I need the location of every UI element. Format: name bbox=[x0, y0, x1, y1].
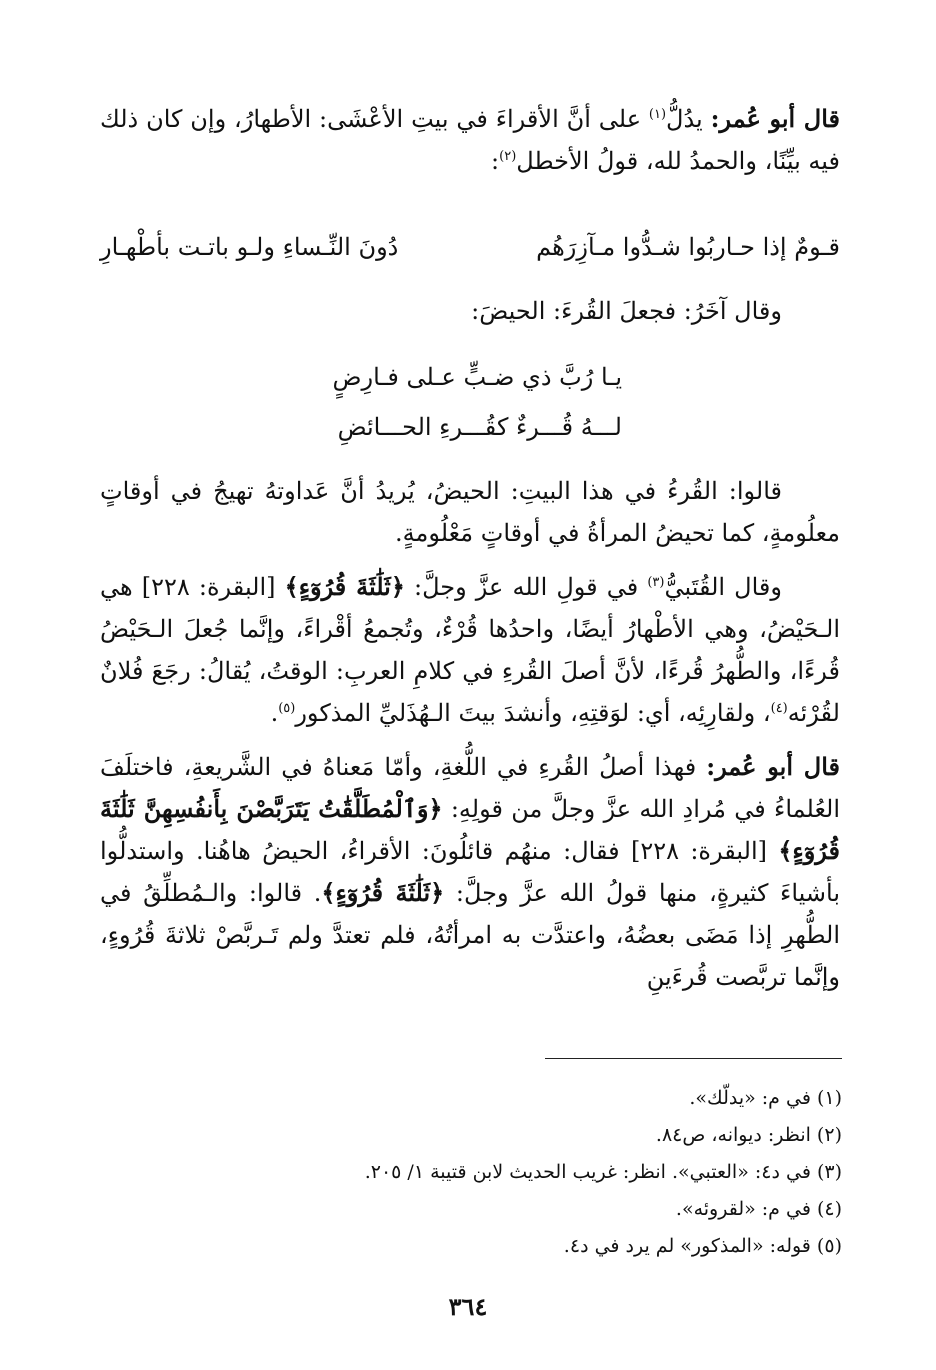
text-segment: : bbox=[491, 147, 500, 175]
footnote-ref: (٥) bbox=[278, 701, 296, 716]
main-text-3 bbox=[100, 470, 840, 1010]
footnote-4: (٤) في م: «لقروئه». bbox=[675, 1198, 842, 1220]
text-segment: على أنَّ الأقراءَ في بيتِ الأعْشَى: الأطهارُ، وإن كان ذلك فيه بيِّنًا، والحمدُ لله، قولُ الأخطل bbox=[100, 105, 840, 175]
footnote-ref: (٣) bbox=[647, 575, 665, 590]
verse-hemistich-left: دُونَ النِّـساءِ ولـو باتـت بأطْهـارِ bbox=[100, 233, 399, 261]
footnote-5: (٥) قوله: «المذكور» لم يرد في د٤. bbox=[563, 1235, 842, 1257]
poem-verse-1 bbox=[100, 226, 840, 268]
text-segment: ، ولقارِئِه، أي: لوَقتِهِ، وأنشدَ بيتَ الـهُذَليِّ المذكور bbox=[295, 699, 771, 727]
paragraph-5 bbox=[100, 746, 840, 998]
footnote-3: (٣) في د٤: «العتبي». انظر: غريب الحديث لابن قتيبة ١/ ٢٠٥. bbox=[364, 1161, 842, 1183]
speaker-label: قال أبو عُمر: bbox=[706, 752, 840, 781]
footnote-2: (٢) انظر: ديوانه، ص٨٤. bbox=[655, 1124, 842, 1146]
footnote-ref: (٢) bbox=[499, 149, 517, 164]
paragraph-2: وقال آخَرُ: فجعلَ القُرءَ: الحيضَ: bbox=[471, 297, 782, 325]
text-segment: يدُلُّ bbox=[666, 105, 711, 133]
paragraph-4 bbox=[100, 566, 840, 734]
speaker-label: قال أبو عُمر: bbox=[710, 104, 841, 133]
footnote-1: (١) في م: «يدلّك». bbox=[689, 1087, 842, 1109]
text-segment: في قولِ الله عزَّ وجلَّ: bbox=[404, 573, 648, 601]
verse-line-2: لـــهُ قُـــرءٌ كقُـــرءِ الحـــائضِ bbox=[337, 413, 622, 441]
footnote-ref: (١) bbox=[648, 107, 667, 122]
text-segment: [البقرة: ٢٢٨] هي الـحَيْضُ، وهي الأطْهارُ أيضًا، واحدُها قُرْءٌ، وتُجمعُ أقْراءً، وإنَّما جُعلَ الـحَيْضُ قُرءًا، والطُّهرُ قُرءًا، لأنَّ أصلَ القُرءِ في كلامِ العربِ: الوقتُ، يُقالُ: رجَعَ فُلانٌ لقُرْئه bbox=[100, 573, 840, 727]
text-segment: [البقرة: ٢٢٨] فقال: منهُم قائلُونَ: الأقراءُ، الحيضُ هاهُنا. واستدلُّوا بأشياءَ كثيرةٍ، منها قولُ الله عزَّ وجلَّ: bbox=[100, 837, 840, 907]
main-text-2 bbox=[100, 290, 840, 344]
verse-hemistich-right: قـومٌ إذا حـاربُوا شـدُّوا مـآزِرَهُم bbox=[536, 233, 840, 261]
paragraph-1 bbox=[100, 98, 840, 182]
verse-line-1: يـا رُبَّ ذي ضـبٍّ عـلى فـارِضٍ bbox=[332, 363, 622, 391]
page-number: ٣٦٤ bbox=[448, 1292, 488, 1321]
quran-quote: ﴿ثَلَٰثَةَ قُرُوٓءٍ﴾ bbox=[321, 878, 445, 907]
paragraph-3: قالوا: القُرءُ في هذا البيتِ: الحيضُ، يُريدُ أنَّ عَداوتهُ تهيجُ في أوقاتٍ معلُومةٍ، كما تحيضُ المرأةُ في أوقاتٍ مَعْلُومةٍ. bbox=[100, 477, 840, 547]
text-segment: فهذا أصلُ القُرءِ في اللُّغةِ، وأمّا مَعناهُ في الشَّريعةِ، فاختلَفَ العُلماءُ في مُرادِ الله عزَّ وجلَّ من قولِهِ: bbox=[100, 753, 841, 823]
text-segment: . قالوا: والـمُطلِّقُ في الطُّهرِ إذا مَضَى بعضُهُ، واعتدَّت به امرأتُهُ، فلم تعتدَّ ولم تَـربَّصْ ثلاثةَ قُرُوءٍ، وإنَّما تربَّصت قُرءَينِ bbox=[100, 879, 840, 991]
footnotes bbox=[100, 1080, 842, 1265]
quran-quote: ﴿وَٱلْمُطَلَّقَٰتُ يَتَرَبَّصْنَ بِأَنفُسِهِنَّ ثَلَٰثَةَ قُرُوٓءٍ﴾ bbox=[100, 794, 840, 865]
text-segment: . bbox=[270, 699, 279, 727]
poem-verse-2 bbox=[100, 356, 840, 456]
footnote-ref: (٤) bbox=[770, 701, 788, 716]
quran-quote: ﴿ثَلَٰثَةَ قُرُوٓءٍ﴾ bbox=[284, 572, 405, 601]
text-segment: وقال القُتَبيُّ bbox=[664, 573, 782, 601]
main-text bbox=[100, 98, 840, 194]
footnote-separator bbox=[545, 1058, 842, 1059]
